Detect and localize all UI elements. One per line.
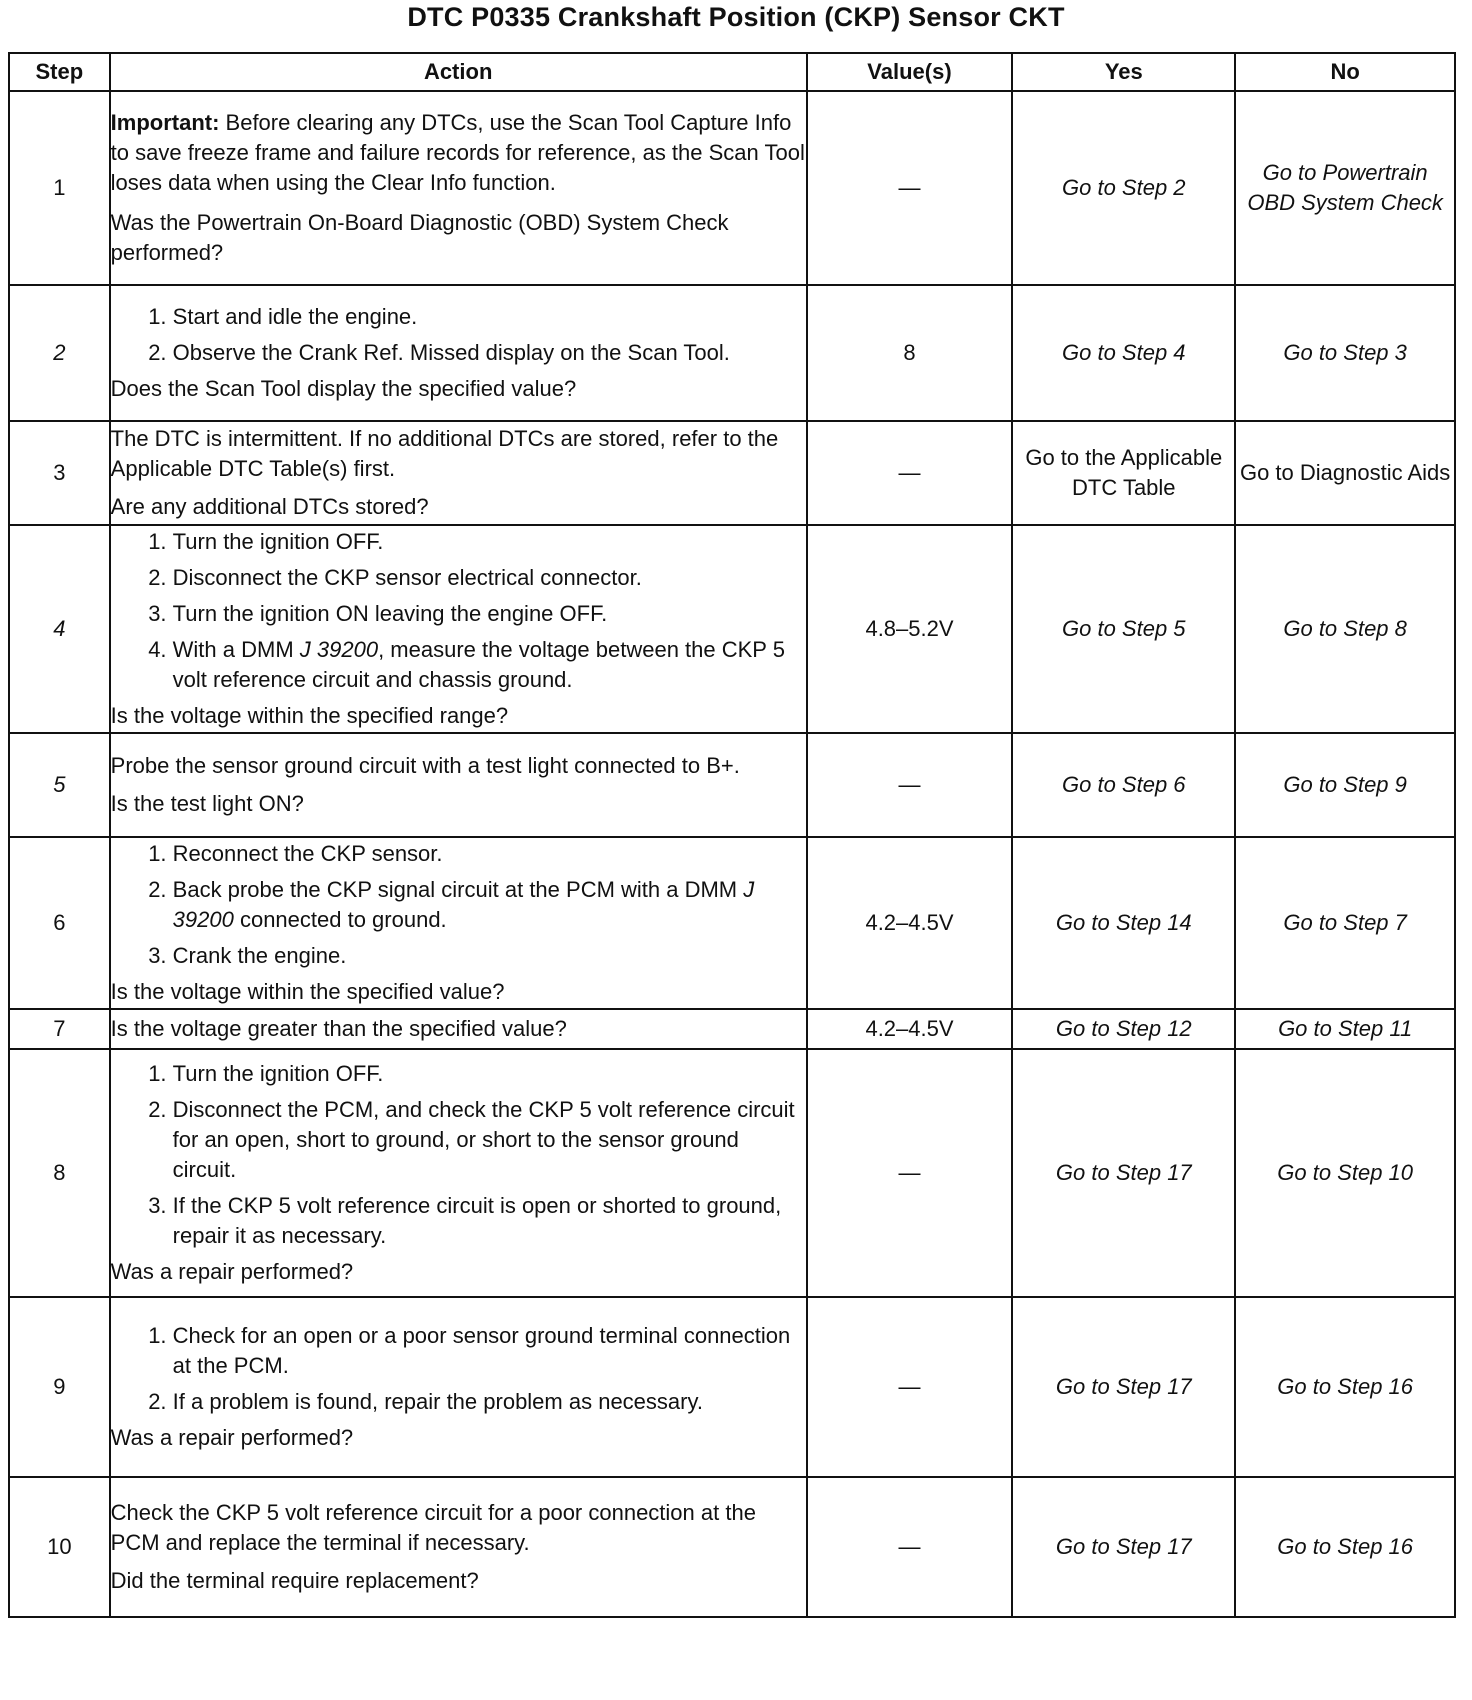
action-step: 3. Crank the engine. xyxy=(173,941,806,971)
value-cell: — xyxy=(807,1477,1013,1617)
no-link[interactable]: Go to Step 11 xyxy=(1235,1009,1455,1049)
step-number: 1 xyxy=(9,91,110,285)
table-row xyxy=(9,837,1455,1009)
header-no: No xyxy=(1235,53,1455,91)
yes-link[interactable]: Go to Step 2 xyxy=(1012,91,1235,285)
value-cell: — xyxy=(807,91,1013,285)
action-step: 1. Turn the ignition OFF. xyxy=(173,527,806,557)
action-cell xyxy=(110,1049,807,1297)
step-number: 4 xyxy=(9,525,110,733)
action-steps xyxy=(111,1059,806,1251)
yes-link[interactable]: Go to Step 14 xyxy=(1012,837,1235,1009)
header-values: Value(s) xyxy=(807,53,1013,91)
header-row xyxy=(9,53,1455,91)
action-cell xyxy=(110,733,807,837)
action-question: Was the Powertrain On-Board Diagnostic (OBD) System Check performed? xyxy=(110,210,729,265)
no-link[interactable]: Go to Diagnostic Aids xyxy=(1235,421,1455,525)
action-step: 2. Back probe the CKP signal circuit at the PCM with a DMM J 39200 connected to ground. xyxy=(173,875,806,935)
action-steps xyxy=(111,1321,806,1417)
action-question: Was a repair performed? xyxy=(110,1425,354,1450)
action-question: Is the voltage greater than the specified value? xyxy=(110,1016,567,1041)
important-label: Important: xyxy=(110,110,220,135)
action-cell xyxy=(110,1009,807,1049)
action-cell xyxy=(110,91,807,285)
step-number: 6 xyxy=(9,837,110,1009)
tool-name: J 39200 xyxy=(172,877,755,932)
action-step: 2. Disconnect the CKP sensor electrical connector. xyxy=(173,563,806,593)
step-number: 2 xyxy=(9,285,110,421)
table-row xyxy=(9,421,1455,525)
value-cell: 4.2–4.5V xyxy=(807,837,1013,1009)
action-question: Are any additional DTCs stored? xyxy=(110,494,429,519)
action-steps xyxy=(111,839,806,971)
action-cell xyxy=(110,525,807,733)
yes-link[interactable]: Go to the Applicable DTC Table xyxy=(1012,421,1235,525)
action-text: The DTC is intermittent. If no additional DTCs are stored, refer to the Applicable DTC Table(s) first. xyxy=(110,426,779,481)
table-row xyxy=(9,1009,1455,1049)
yes-link[interactable]: Go to Step 12 xyxy=(1012,1009,1235,1049)
action-question: Is the voltage within the specified range? xyxy=(110,703,509,728)
action-steps xyxy=(111,302,806,368)
header-step: Step xyxy=(9,53,110,91)
important-text: Before clearing any DTCs, use the Scan Tool Capture Info to save freeze frame and failure records for reference, as the Scan Tool loses data when using the Clear Info function. xyxy=(110,110,805,195)
step-number: 10 xyxy=(9,1477,110,1617)
table-row xyxy=(9,733,1455,837)
value-cell: — xyxy=(807,1297,1013,1477)
yes-link[interactable]: Go to Step 5 xyxy=(1012,525,1235,733)
action-text: Check the CKP 5 volt reference circuit for a poor connection at the PCM and replace the terminal if necessary. xyxy=(110,1500,756,1555)
step-number: 5 xyxy=(9,733,110,837)
step-number: 7 xyxy=(9,1009,110,1049)
yes-link[interactable]: Go to Step 17 xyxy=(1012,1477,1235,1617)
action-text: Probe the sensor ground circuit with a test light connected to B+. xyxy=(110,753,740,778)
action-step: 4. With a DMM J 39200, measure the voltage between the CKP 5 volt reference circuit and chassis ground. xyxy=(173,635,806,695)
value-cell: — xyxy=(807,733,1013,837)
action-question: Was a repair performed? xyxy=(110,1259,354,1284)
header-yes: Yes xyxy=(1012,53,1235,91)
action-step: 1. Start and idle the engine. xyxy=(173,302,806,332)
action-cell xyxy=(110,421,807,525)
diagnostic-table xyxy=(8,52,1456,1618)
no-link[interactable]: Go to Step 10 xyxy=(1235,1049,1455,1297)
action-step: 1. Reconnect the CKP sensor. xyxy=(173,839,806,869)
step-number: 3 xyxy=(9,421,110,525)
action-step: 1. Check for an open or a poor sensor ground terminal connection at the PCM. xyxy=(173,1321,806,1381)
yes-link[interactable]: Go to Step 4 xyxy=(1012,285,1235,421)
action-question: Did the terminal require replacement? xyxy=(110,1568,479,1593)
no-link[interactable]: Go to Step 8 xyxy=(1235,525,1455,733)
yes-link[interactable]: Go to Step 17 xyxy=(1012,1049,1235,1297)
value-cell: 4.2–4.5V xyxy=(807,1009,1013,1049)
action-cell xyxy=(110,837,807,1009)
table-row xyxy=(9,525,1455,733)
table-row xyxy=(9,1477,1455,1617)
table-row xyxy=(9,285,1455,421)
table-row xyxy=(9,91,1455,285)
action-question: Does the Scan Tool display the specified value? xyxy=(110,376,577,401)
yes-link[interactable]: Go to Step 6 xyxy=(1012,733,1235,837)
table-row xyxy=(9,1297,1455,1477)
value-cell: — xyxy=(807,421,1013,525)
no-link[interactable]: Go to Step 16 xyxy=(1235,1297,1455,1477)
page-title: DTC P0335 Crankshaft Position (CKP) Sensor CKT xyxy=(407,2,1065,32)
value-cell: — xyxy=(807,1049,1013,1297)
no-link[interactable]: Go to Step 9 xyxy=(1235,733,1455,837)
action-cell xyxy=(110,1297,807,1477)
action-step: 2. Disconnect the PCM, and check the CKP 5 volt reference circuit for an open, short to ground, or short to the sensor ground circuit. xyxy=(173,1095,806,1185)
step-number: 8 xyxy=(9,1049,110,1297)
step-number: 9 xyxy=(9,1297,110,1477)
header-action: Action xyxy=(110,53,807,91)
action-question: Is the test light ON? xyxy=(110,791,304,816)
action-question: Is the voltage within the specified value? xyxy=(110,979,505,1004)
action-cell xyxy=(110,1477,807,1617)
tool-name: J 39200 xyxy=(299,637,379,662)
important-note xyxy=(111,108,806,198)
action-step: 1. Turn the ignition OFF. xyxy=(173,1059,806,1089)
action-step: 3. If the CKP 5 volt reference circuit is open or shorted to ground, repair it as necessary. xyxy=(173,1191,806,1251)
no-link[interactable]: Go to Step 16 xyxy=(1235,1477,1455,1617)
yes-link[interactable]: Go to Step 17 xyxy=(1012,1297,1235,1477)
action-step: 3. Turn the ignition ON leaving the engine OFF. xyxy=(173,599,806,629)
no-link[interactable]: Go to Step 7 xyxy=(1235,837,1455,1009)
action-cell xyxy=(110,285,807,421)
action-step: 2. Observe the Crank Ref. Missed display on the Scan Tool. xyxy=(173,338,806,368)
no-link[interactable]: Go to Step 3 xyxy=(1235,285,1455,421)
table-row xyxy=(9,1049,1455,1297)
action-step: 2. If a problem is found, repair the problem as necessary. xyxy=(173,1387,806,1417)
value-cell: 4.8–5.2V xyxy=(807,525,1013,733)
action-steps xyxy=(111,527,806,695)
value-cell: 8 xyxy=(807,285,1013,421)
no-link[interactable]: Go to Powertrain OBD System Check xyxy=(1235,91,1455,285)
